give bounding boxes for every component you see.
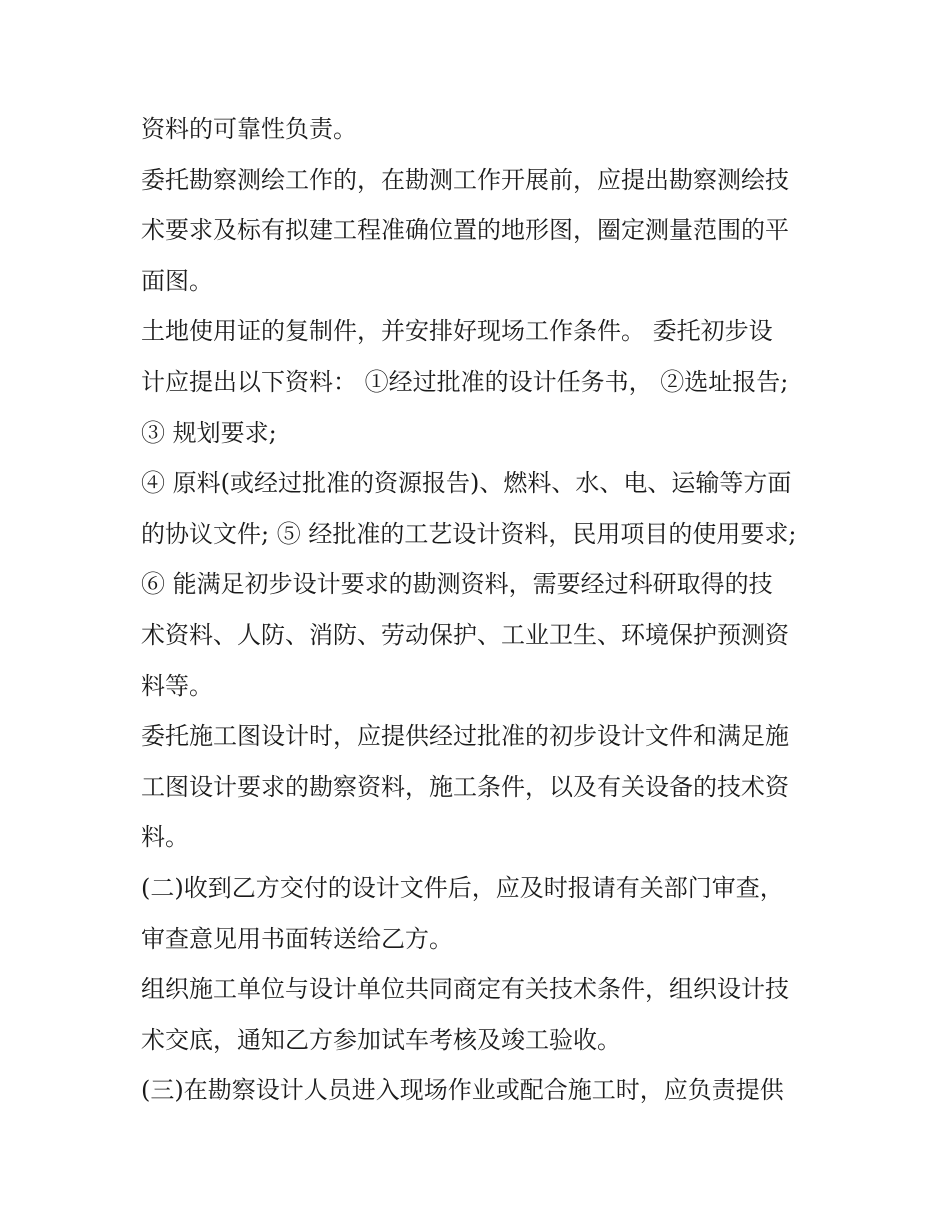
- text-line: ③ 规划要求;: [141, 418, 277, 447]
- text-line: 资料的可靠性负责。: [141, 115, 357, 143]
- text-line: 委托施工图设计时，应提供经过批准的初步设计文件和满足施: [141, 722, 789, 751]
- text-line: 的协议文件; ⑤ 经批准的工艺设计资料，民用项目的使用要求;: [141, 519, 797, 548]
- text-line: 料等。: [141, 671, 213, 700]
- text-line: 料。: [141, 823, 189, 852]
- text-line: (三)在勘察设计人员进入现场作业或配合施工时，应负责提供: [141, 1076, 784, 1105]
- text-line: 面图。: [141, 266, 213, 295]
- text-line: 术要求及标有拟建工程准确位置的地形图，圈定测量范围的平: [141, 216, 789, 245]
- text-line: 审查意见用书面转送给乙方。: [141, 924, 453, 953]
- text-line: 组织施工单位与设计单位共同商定有关技术条件，组织设计技: [141, 975, 789, 1004]
- text-line: 土地使用证的复制件，并安排好现场工作条件。 委托初步设: [141, 317, 773, 346]
- text-line: 计应提出以下资料： ①经过批准的设计任务书， ②选址报告;: [141, 367, 789, 396]
- text-line: (二)收到乙方交付的设计文件后，应及时报请有关部门审查，: [141, 873, 784, 902]
- text-line: 工图设计要求的勘察资料，施工条件，以及有关设备的技术资: [141, 772, 789, 801]
- text-line: 术交底，通知乙方参加试车考核及竣工验收。: [141, 1025, 621, 1054]
- text-line: ④ 原料(或经过批准的资源报告)、燃料、水、电、运输等方面: [141, 469, 792, 498]
- text-line: 委托勘察测绘工作的，在勘测工作开展前，应提出勘察测绘技: [141, 165, 789, 194]
- text-line: ⑥ 能满足初步设计要求的勘测资料，需要经过科研取得的技: [141, 570, 773, 599]
- document-body: [141, 104, 821, 1116]
- text-line: 术资料、人防、消防、劳动保护、工业卫生、环境保护预测资: [141, 620, 789, 649]
